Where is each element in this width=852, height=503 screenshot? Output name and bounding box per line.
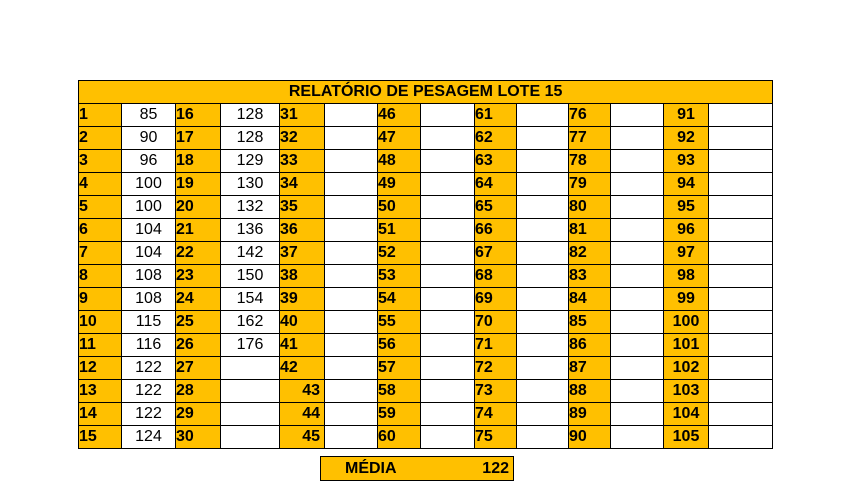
weight-cell[interactable] — [325, 173, 378, 196]
animal-number-cell[interactable]: 67 — [475, 242, 517, 265]
weight-cell[interactable] — [517, 150, 569, 173]
animal-number-cell[interactable]: 28 — [176, 380, 221, 403]
animal-number-cell[interactable]: 52 — [378, 242, 421, 265]
weight-cell[interactable]: 122 — [122, 403, 176, 426]
animal-number-cell[interactable]: 93 — [664, 150, 709, 173]
weight-cell[interactable] — [325, 403, 378, 426]
animal-number-cell[interactable]: 47 — [378, 127, 421, 150]
animal-number-cell[interactable]: 31 — [280, 104, 325, 127]
weight-cell[interactable] — [709, 426, 773, 449]
weight-cell[interactable] — [325, 104, 378, 127]
weight-cell[interactable] — [517, 357, 569, 380]
animal-number-cell[interactable]: 37 — [280, 242, 325, 265]
animal-number-cell[interactable]: 80 — [569, 196, 611, 219]
animal-number-cell[interactable]: 100 — [664, 311, 709, 334]
weight-cell[interactable] — [709, 380, 773, 403]
weight-cell[interactable] — [611, 334, 664, 357]
animal-number-cell[interactable]: 96 — [664, 219, 709, 242]
weight-cell[interactable]: 122 — [122, 380, 176, 403]
weight-cell[interactable] — [421, 150, 475, 173]
weight-cell[interactable]: 122 — [122, 357, 176, 380]
animal-number-cell[interactable]: 89 — [569, 403, 611, 426]
weight-cell[interactable] — [709, 311, 773, 334]
weight-cell[interactable] — [611, 242, 664, 265]
animal-number-cell[interactable]: 90 — [569, 426, 611, 449]
animal-number-cell[interactable]: 105 — [664, 426, 709, 449]
weight-cell[interactable] — [517, 403, 569, 426]
animal-number-cell[interactable]: 69 — [475, 288, 517, 311]
weight-cell[interactable]: 104 — [122, 219, 176, 242]
weight-cell[interactable] — [517, 219, 569, 242]
animal-number-cell[interactable]: 101 — [664, 334, 709, 357]
weight-cell[interactable] — [421, 426, 475, 449]
animal-number-cell[interactable]: 21 — [176, 219, 221, 242]
weight-cell[interactable] — [611, 265, 664, 288]
animal-number-cell[interactable]: 17 — [176, 127, 221, 150]
animal-number-cell[interactable]: 18 — [176, 150, 221, 173]
animal-number-cell[interactable]: 11 — [79, 334, 122, 357]
animal-number-cell[interactable]: 72 — [475, 357, 517, 380]
weight-cell[interactable] — [611, 403, 664, 426]
animal-number-cell[interactable]: 10 — [79, 311, 122, 334]
weight-cell[interactable]: 162 — [221, 311, 280, 334]
animal-number-cell[interactable]: 81 — [569, 219, 611, 242]
weight-cell[interactable]: 108 — [122, 288, 176, 311]
animal-number-cell[interactable]: 51 — [378, 219, 421, 242]
animal-number-cell[interactable]: 35 — [280, 196, 325, 219]
animal-number-cell[interactable]: 24 — [176, 288, 221, 311]
animal-number-cell[interactable]: 29 — [176, 403, 221, 426]
weight-cell[interactable] — [709, 104, 773, 127]
animal-number-cell[interactable]: 34 — [280, 173, 325, 196]
weight-cell[interactable] — [325, 426, 378, 449]
animal-number-cell[interactable]: 22 — [176, 242, 221, 265]
animal-number-cell[interactable]: 97 — [664, 242, 709, 265]
weight-cell[interactable] — [517, 311, 569, 334]
weight-cell[interactable]: 130 — [221, 173, 280, 196]
animal-number-cell[interactable]: 98 — [664, 265, 709, 288]
animal-number-cell[interactable]: 54 — [378, 288, 421, 311]
animal-number-cell[interactable]: 78 — [569, 150, 611, 173]
animal-number-cell[interactable]: 85 — [569, 311, 611, 334]
weight-cell[interactable] — [421, 265, 475, 288]
weight-cell[interactable] — [517, 380, 569, 403]
weight-cell[interactable] — [325, 196, 378, 219]
report-title[interactable]: RELATÓRIO DE PESAGEM LOTE 15 — [79, 81, 773, 104]
weight-cell[interactable] — [421, 357, 475, 380]
weight-cell[interactable] — [325, 219, 378, 242]
data-row — [79, 357, 773, 380]
data-row — [79, 288, 773, 311]
weight-cell[interactable] — [611, 219, 664, 242]
animal-number-cell[interactable]: 1 — [79, 104, 122, 127]
animal-number-cell[interactable]: 2 — [79, 127, 122, 150]
weight-cell[interactable] — [221, 426, 280, 449]
weight-cell[interactable] — [611, 426, 664, 449]
weight-cell[interactable] — [421, 104, 475, 127]
animal-number-cell[interactable]: 79 — [569, 173, 611, 196]
data-row — [79, 242, 773, 265]
weight-cell[interactable] — [709, 196, 773, 219]
weight-cell[interactable] — [517, 104, 569, 127]
average-box — [320, 456, 514, 481]
weight-cell[interactable]: 96 — [122, 150, 176, 173]
weight-cell[interactable] — [421, 288, 475, 311]
weight-cell[interactable] — [325, 334, 378, 357]
weight-cell[interactable]: 154 — [221, 288, 280, 311]
animal-number-cell[interactable]: 60 — [378, 426, 421, 449]
average-value[interactable]: 122 — [482, 460, 509, 477]
animal-number-cell[interactable]: 4 — [79, 173, 122, 196]
animal-number-cell[interactable]: 33 — [280, 150, 325, 173]
animal-number-cell[interactable]: 95 — [664, 196, 709, 219]
animal-number-cell[interactable]: 77 — [569, 127, 611, 150]
animal-number-cell[interactable]: 88 — [569, 380, 611, 403]
weighing-report-table — [78, 80, 773, 449]
weight-cell[interactable] — [611, 127, 664, 150]
data-row — [79, 196, 773, 219]
weight-cell[interactable] — [325, 288, 378, 311]
animal-number-cell[interactable]: 7 — [79, 242, 122, 265]
animal-number-cell[interactable]: 61 — [475, 104, 517, 127]
animal-number-cell[interactable]: 99 — [664, 288, 709, 311]
animal-number-cell[interactable]: 59 — [378, 403, 421, 426]
animal-number-cell[interactable]: 44 — [280, 403, 325, 426]
animal-number-cell[interactable]: 103 — [664, 380, 709, 403]
animal-number-cell[interactable]: 36 — [280, 219, 325, 242]
animal-number-cell[interactable]: 32 — [280, 127, 325, 150]
weight-cell[interactable] — [421, 403, 475, 426]
weight-cell[interactable]: 116 — [122, 334, 176, 357]
weight-cell[interactable] — [611, 288, 664, 311]
weight-cell[interactable] — [517, 196, 569, 219]
weight-cell[interactable] — [421, 196, 475, 219]
weight-cell[interactable]: 108 — [122, 265, 176, 288]
animal-number-cell[interactable]: 27 — [176, 357, 221, 380]
weight-cell[interactable] — [709, 150, 773, 173]
weight-cell[interactable] — [709, 173, 773, 196]
weight-cell[interactable] — [517, 334, 569, 357]
data-row — [79, 311, 773, 334]
animal-number-cell[interactable]: 87 — [569, 357, 611, 380]
animal-number-cell[interactable]: 30 — [176, 426, 221, 449]
animal-number-cell[interactable]: 12 — [79, 357, 122, 380]
animal-number-cell[interactable]: 75 — [475, 426, 517, 449]
animal-number-cell[interactable]: 19 — [176, 173, 221, 196]
animal-number-cell[interactable]: 15 — [79, 426, 122, 449]
weight-cell[interactable]: 129 — [221, 150, 280, 173]
weight-cell[interactable] — [221, 380, 280, 403]
animal-number-cell[interactable]: 102 — [664, 357, 709, 380]
data-row — [79, 265, 773, 288]
animal-number-cell[interactable]: 53 — [378, 265, 421, 288]
animal-number-cell[interactable]: 43 — [280, 380, 325, 403]
weight-cell[interactable]: 128 — [221, 127, 280, 150]
weight-cell[interactable]: 104 — [122, 242, 176, 265]
weight-cell[interactable] — [421, 173, 475, 196]
animal-number-cell[interactable]: 16 — [176, 104, 221, 127]
weight-cell[interactable] — [325, 127, 378, 150]
animal-number-cell[interactable]: 40 — [280, 311, 325, 334]
weight-cell[interactable] — [421, 242, 475, 265]
animal-number-cell[interactable]: 65 — [475, 196, 517, 219]
weight-cell[interactable] — [517, 242, 569, 265]
animal-number-cell[interactable]: 42 — [280, 357, 325, 380]
animal-number-cell[interactable]: 26 — [176, 334, 221, 357]
weight-cell[interactable] — [611, 104, 664, 127]
weight-cell[interactable] — [325, 380, 378, 403]
weight-cell[interactable] — [709, 334, 773, 357]
weight-cell[interactable] — [709, 403, 773, 426]
data-row — [79, 104, 773, 127]
animal-number-cell[interactable]: 71 — [475, 334, 517, 357]
weight-cell[interactable]: 85 — [122, 104, 176, 127]
weight-cell[interactable]: 136 — [221, 219, 280, 242]
weight-cell[interactable] — [325, 357, 378, 380]
weight-cell[interactable] — [517, 127, 569, 150]
weight-cell[interactable] — [421, 380, 475, 403]
weight-cell[interactable]: 90 — [122, 127, 176, 150]
animal-number-cell[interactable]: 76 — [569, 104, 611, 127]
animal-number-cell[interactable]: 5 — [79, 196, 122, 219]
weight-cell[interactable] — [517, 265, 569, 288]
weight-cell[interactable] — [421, 334, 475, 357]
weight-cell[interactable] — [221, 403, 280, 426]
animal-number-cell[interactable]: 23 — [176, 265, 221, 288]
weight-cell[interactable] — [221, 357, 280, 380]
animal-number-cell[interactable]: 86 — [569, 334, 611, 357]
average-label[interactable]: MÉDIA — [345, 460, 397, 477]
animal-number-cell[interactable]: 57 — [378, 357, 421, 380]
animal-number-cell[interactable]: 55 — [378, 311, 421, 334]
data-row — [79, 150, 773, 173]
weight-cell[interactable]: 124 — [122, 426, 176, 449]
animal-number-cell[interactable]: 64 — [475, 173, 517, 196]
weight-cell[interactable] — [611, 150, 664, 173]
weight-cell[interactable] — [611, 357, 664, 380]
animal-number-cell[interactable]: 13 — [79, 380, 122, 403]
animal-number-cell[interactable]: 9 — [79, 288, 122, 311]
animal-number-cell[interactable]: 58 — [378, 380, 421, 403]
animal-number-cell[interactable]: 56 — [378, 334, 421, 357]
weight-cell[interactable]: 176 — [221, 334, 280, 357]
animal-number-cell[interactable]: 62 — [475, 127, 517, 150]
weight-cell[interactable] — [517, 173, 569, 196]
animal-number-cell[interactable]: 68 — [475, 265, 517, 288]
animal-number-cell[interactable]: 91 — [664, 104, 709, 127]
animal-number-cell[interactable]: 74 — [475, 403, 517, 426]
animal-number-cell[interactable]: 84 — [569, 288, 611, 311]
weight-cell[interactable] — [421, 127, 475, 150]
animal-number-cell[interactable]: 14 — [79, 403, 122, 426]
weight-cell[interactable] — [421, 219, 475, 242]
weight-cell[interactable]: 142 — [221, 242, 280, 265]
data-row — [79, 403, 773, 426]
weight-cell[interactable] — [611, 311, 664, 334]
animal-number-cell[interactable]: 94 — [664, 173, 709, 196]
data-row — [79, 380, 773, 403]
animal-number-cell[interactable]: 20 — [176, 196, 221, 219]
weight-cell[interactable] — [611, 380, 664, 403]
animal-number-cell[interactable]: 41 — [280, 334, 325, 357]
weight-cell[interactable] — [709, 127, 773, 150]
animal-number-cell[interactable]: 66 — [475, 219, 517, 242]
animal-number-cell[interactable]: 50 — [378, 196, 421, 219]
data-row — [79, 334, 773, 357]
animal-number-cell[interactable]: 25 — [176, 311, 221, 334]
animal-number-cell[interactable]: 6 — [79, 219, 122, 242]
weight-cell[interactable]: 100 — [122, 173, 176, 196]
animal-number-cell[interactable]: 83 — [569, 265, 611, 288]
weight-cell[interactable] — [325, 242, 378, 265]
animal-number-cell[interactable]: 46 — [378, 104, 421, 127]
weight-cell[interactable] — [709, 242, 773, 265]
animal-number-cell[interactable]: 45 — [280, 426, 325, 449]
animal-number-cell[interactable]: 70 — [475, 311, 517, 334]
weight-cell[interactable]: 115 — [122, 311, 176, 334]
weight-cell[interactable] — [325, 311, 378, 334]
animal-number-cell[interactable]: 73 — [475, 380, 517, 403]
weight-cell[interactable]: 150 — [221, 265, 280, 288]
data-row — [79, 173, 773, 196]
weight-cell[interactable] — [709, 288, 773, 311]
weight-cell[interactable] — [325, 265, 378, 288]
weight-cell[interactable] — [611, 196, 664, 219]
animal-number-cell[interactable]: 3 — [79, 150, 122, 173]
animal-number-cell[interactable]: 39 — [280, 288, 325, 311]
animal-number-cell[interactable]: 82 — [569, 242, 611, 265]
animal-number-cell[interactable]: 92 — [664, 127, 709, 150]
animal-number-cell[interactable]: 49 — [378, 173, 421, 196]
data-row — [79, 219, 773, 242]
weight-cell[interactable] — [325, 150, 378, 173]
animal-number-cell[interactable]: 63 — [475, 150, 517, 173]
data-row — [79, 426, 773, 449]
data-row — [79, 127, 773, 150]
weight-cell[interactable] — [709, 219, 773, 242]
weight-cell[interactable] — [421, 311, 475, 334]
animal-number-cell[interactable]: 38 — [280, 265, 325, 288]
weight-cell[interactable]: 100 — [122, 196, 176, 219]
animal-number-cell[interactable]: 104 — [664, 403, 709, 426]
animal-number-cell[interactable]: 8 — [79, 265, 122, 288]
weight-cell[interactable]: 132 — [221, 196, 280, 219]
weight-cell[interactable] — [517, 426, 569, 449]
animal-number-cell[interactable]: 48 — [378, 150, 421, 173]
weight-cell[interactable] — [709, 265, 773, 288]
weight-cell[interactable] — [611, 173, 664, 196]
weight-cell[interactable] — [709, 357, 773, 380]
weight-cell[interactable] — [517, 288, 569, 311]
weight-cell[interactable]: 128 — [221, 104, 280, 127]
title-row — [79, 81, 773, 104]
